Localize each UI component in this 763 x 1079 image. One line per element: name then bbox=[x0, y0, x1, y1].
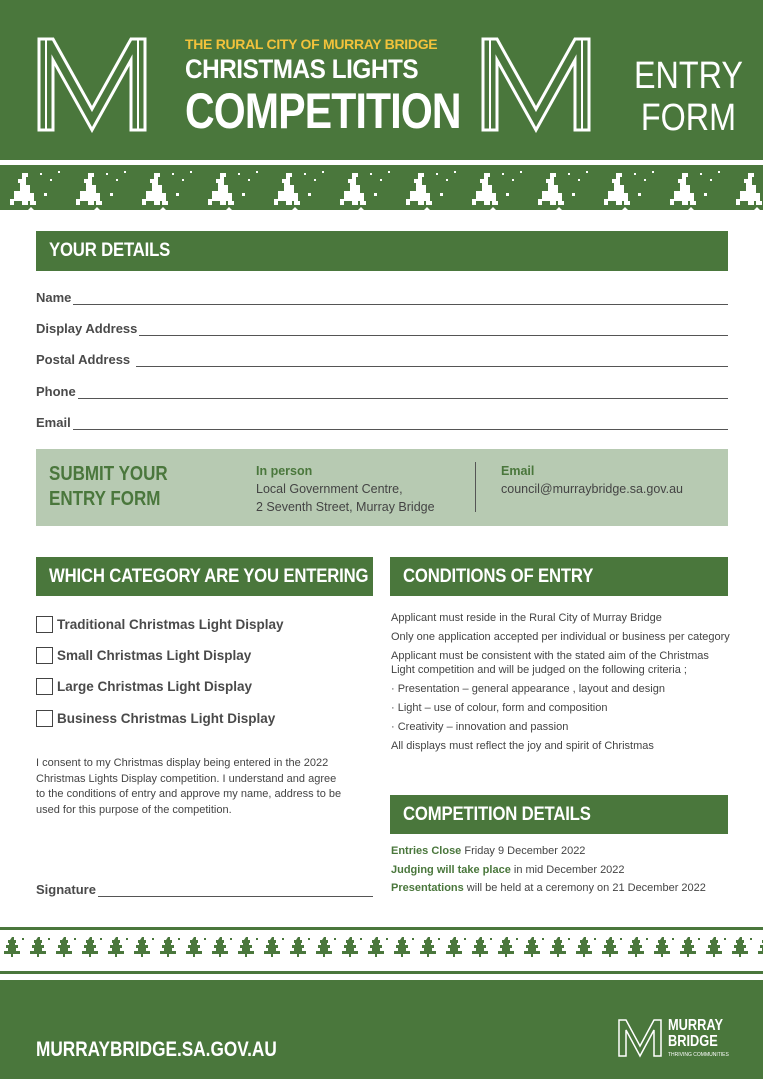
murray-bridge-logo-icon bbox=[617, 1018, 663, 1058]
divider bbox=[0, 927, 763, 930]
footer bbox=[0, 980, 763, 1079]
email-link[interactable]: council@murraybridge.sa.gov.au bbox=[501, 482, 683, 496]
divider bbox=[0, 971, 763, 974]
email-field[interactable]: Email bbox=[36, 414, 728, 430]
category-option-small[interactable]: Small Christmas Light Display bbox=[36, 647, 251, 664]
checkbox[interactable] bbox=[36, 710, 53, 727]
submit-heading: SUBMIT YOUR ENTRY FORM bbox=[49, 463, 168, 510]
consent-text: I consent to my Christmas display being entered in the 2022 Christmas Lights Display competition. I understand and agree to the conditions of entry and approve my name, address to be used for this purpose of the competition. bbox=[36, 757, 342, 816]
title-line2: COMPETITION bbox=[185, 83, 461, 139]
title-line1: CHRISTMAS LIGHTS bbox=[185, 54, 419, 84]
entry-form-label: ENTRY FORM bbox=[634, 55, 743, 139]
name-field[interactable]: Name bbox=[36, 289, 728, 305]
competition-details-heading: COMPETITION DETAILS bbox=[390, 795, 728, 834]
your-details-heading: YOUR DETAILS bbox=[36, 231, 728, 271]
website-link[interactable]: MURRAYBRIDGE.SA.GOV.AU bbox=[36, 1038, 277, 1061]
category-option-traditional[interactable]: Traditional Christmas Light Display bbox=[36, 616, 284, 633]
category-option-business[interactable]: Business Christmas Light Display bbox=[36, 710, 275, 727]
conditions-heading: CONDITIONS OF ENTRY bbox=[390, 557, 728, 596]
phone-field[interactable]: Phone bbox=[36, 383, 728, 399]
display-address-field[interactable]: Display Address bbox=[36, 320, 728, 336]
kangaroo-pattern-icon bbox=[0, 165, 763, 213]
signature-field[interactable]: Signature bbox=[36, 881, 373, 897]
postal-address-field[interactable]: Postal Address bbox=[36, 351, 728, 367]
header bbox=[0, 0, 763, 160]
checkbox[interactable] bbox=[36, 678, 53, 695]
divider bbox=[475, 462, 476, 512]
tree-pattern-icon bbox=[0, 934, 763, 970]
logo-tagline: THRIVING COMMUNITIES bbox=[668, 1052, 729, 1058]
submit-entry-box bbox=[36, 449, 728, 526]
checkbox[interactable] bbox=[36, 647, 53, 664]
m-logo-icon bbox=[36, 36, 148, 133]
kangaroo-pattern-band bbox=[0, 165, 763, 213]
conditions-list: Applicant must reside in the Rural City of Murray Bridge Only one application accepted per individual or business per category Applicant must be consistent with the stated aim of the Christmas Light competition and will be judged on the following criteria ; · Presentation – general appearance , layout and design · Light – use of colour, form and composition · Creativity – innovation and passion All displays must reflect the joy and spirit of Christmas bbox=[391, 612, 730, 752]
email-info: Email council@murraybridge.sa.gov.au bbox=[501, 464, 683, 496]
m-logo-icon bbox=[480, 36, 592, 133]
checkbox[interactable] bbox=[36, 616, 53, 633]
in-person-info: In person Local Government Centre, 2 Seventh Street, Murray Bridge bbox=[256, 464, 435, 514]
category-heading: WHICH CATEGORY ARE YOU ENTERING bbox=[36, 557, 373, 596]
logo-text: MURRAY BRIDGE bbox=[668, 1017, 723, 1050]
tree-pattern-band bbox=[0, 934, 763, 970]
category-option-large[interactable]: Large Christmas Light Display bbox=[36, 678, 252, 695]
subtitle: THE RURAL CITY OF MURRAY BRIDGE bbox=[185, 36, 438, 52]
competition-details-list: Entries Close Friday 9 December 2022 Judging will take place in mid December 2022 Presentations will be held at a ceremony on 21 December 2022 bbox=[391, 845, 706, 894]
